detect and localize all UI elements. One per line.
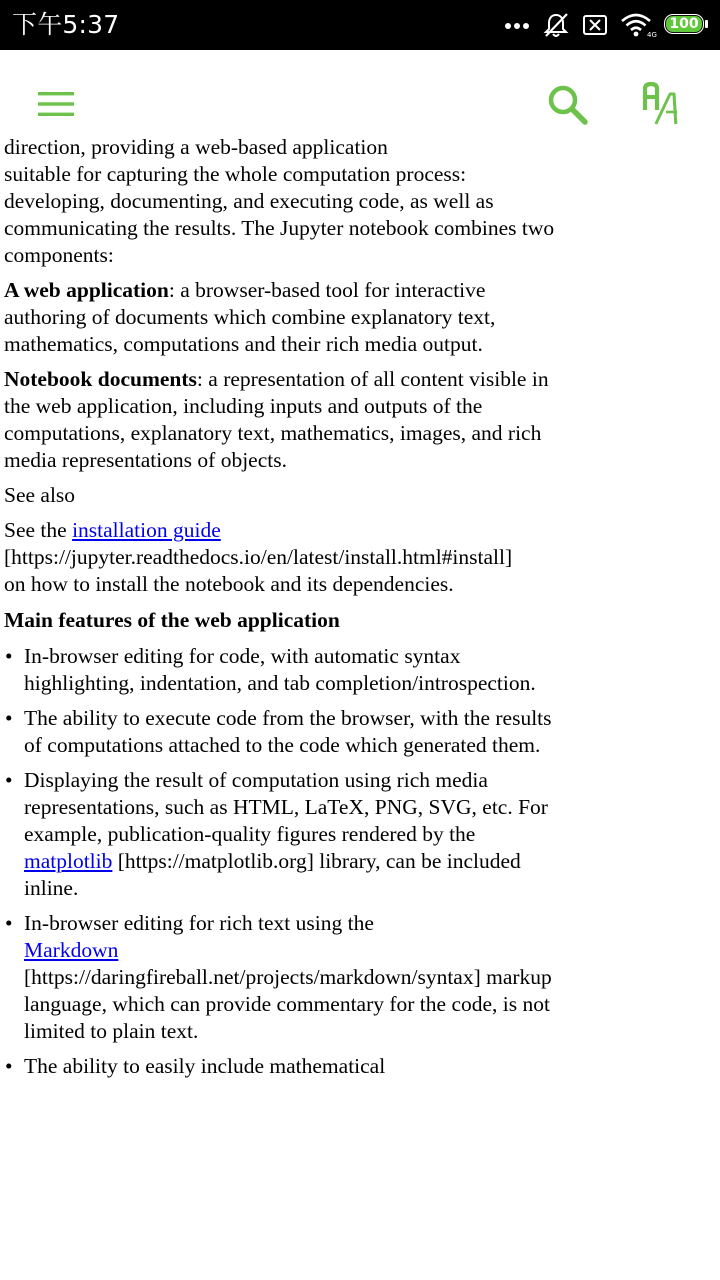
svg-text:4G: 4G [647,31,657,39]
paragraph-install [4,517,559,598]
feature-text: In-browser editing for code, with automatic syntax highlighting, indentation, and tab completion/introspection. [24,644,536,695]
feature-text-after: [https://daringfireball.net/projects/markdown/syntax] markup language, which can provide commentary for the code, is not limited to plain text. [24,965,552,1043]
install-after: on how to install the notebook and its dependencies. [4,572,454,596]
battery-label: 100 [669,16,699,32]
list-item [4,767,559,902]
wifi-icon [620,12,657,39]
features-heading: Main features of the web application [4,608,340,632]
bullet-icon: • [5,768,13,792]
battery-icon [664,14,710,36]
paragraph-notebook-docs [4,366,559,474]
web-app-description: : a browser-based tool for interactive authoring of documents which combine explanatory text, mathematics, computations and their rich media output. [4,278,496,356]
install-url: [https://jupyter.readthedocs.io/en/latest/install.html#install] [4,545,513,569]
notebook-docs-description: : a representation of all content visible in the web application, including inputs and outputs of the computations, explanatory text, mathematics, images, and rich media representations of objects. [4,367,549,472]
bullet-icon: • [5,644,13,668]
list-item [4,910,559,1045]
matplotlib-link[interactable]: matplotlib [24,849,113,873]
bullet-icon: • [5,706,13,730]
status-bar [0,0,720,50]
feature-text-after: [https://matplotlib.org] library, can be included inline. [24,849,521,900]
search-icon[interactable] [545,82,591,128]
mute-bell-icon [542,11,570,39]
list-item [4,643,559,697]
see-also-label: See also [4,483,76,507]
cutoff-line: direction, providing a web-based application [4,135,388,159]
install-before: See the [4,518,73,542]
feature-text: Displaying the result of computation using rich media representations, such as HTML, LaTeX, PNG, SVG, etc. For example, publication-quality figures rendered by the [24,768,548,846]
bullet-icon: • [5,911,13,935]
term-web-app: A web application [4,278,169,302]
feature-text: The ability to execute code from the browser, with the results of computations attached to the code which generated them. [24,706,552,757]
more-dots-icon [504,20,530,30]
status-time: 下午5:37 [12,10,120,39]
status-icons [504,0,710,50]
menu-icon[interactable] [34,82,78,126]
reader-content[interactable] [0,135,720,1280]
features-list [4,643,559,1080]
font-size-icon[interactable] [640,80,688,130]
markdown-link[interactable]: Markdown [24,938,119,962]
sim-x-icon [582,13,608,37]
feature-text: In-browser editing for rich text using the [24,911,374,935]
article-body [4,135,559,1088]
feature-text: The ability to easily include mathematical [24,1054,386,1078]
bullet-icon: • [5,1054,13,1078]
installation-guide-link[interactable]: installation guide [72,518,221,542]
paragraph-web-app [4,277,559,358]
paragraph-intro [4,134,559,269]
intro-text: suitable for capturing the whole computation process: developing, documenting, and executing code, as well as communicating the results. The Jupyter notebook combines two components: [4,162,555,267]
list-item [4,705,559,759]
list-item [4,1053,559,1080]
term-notebook-docs: Notebook documents [4,367,197,391]
